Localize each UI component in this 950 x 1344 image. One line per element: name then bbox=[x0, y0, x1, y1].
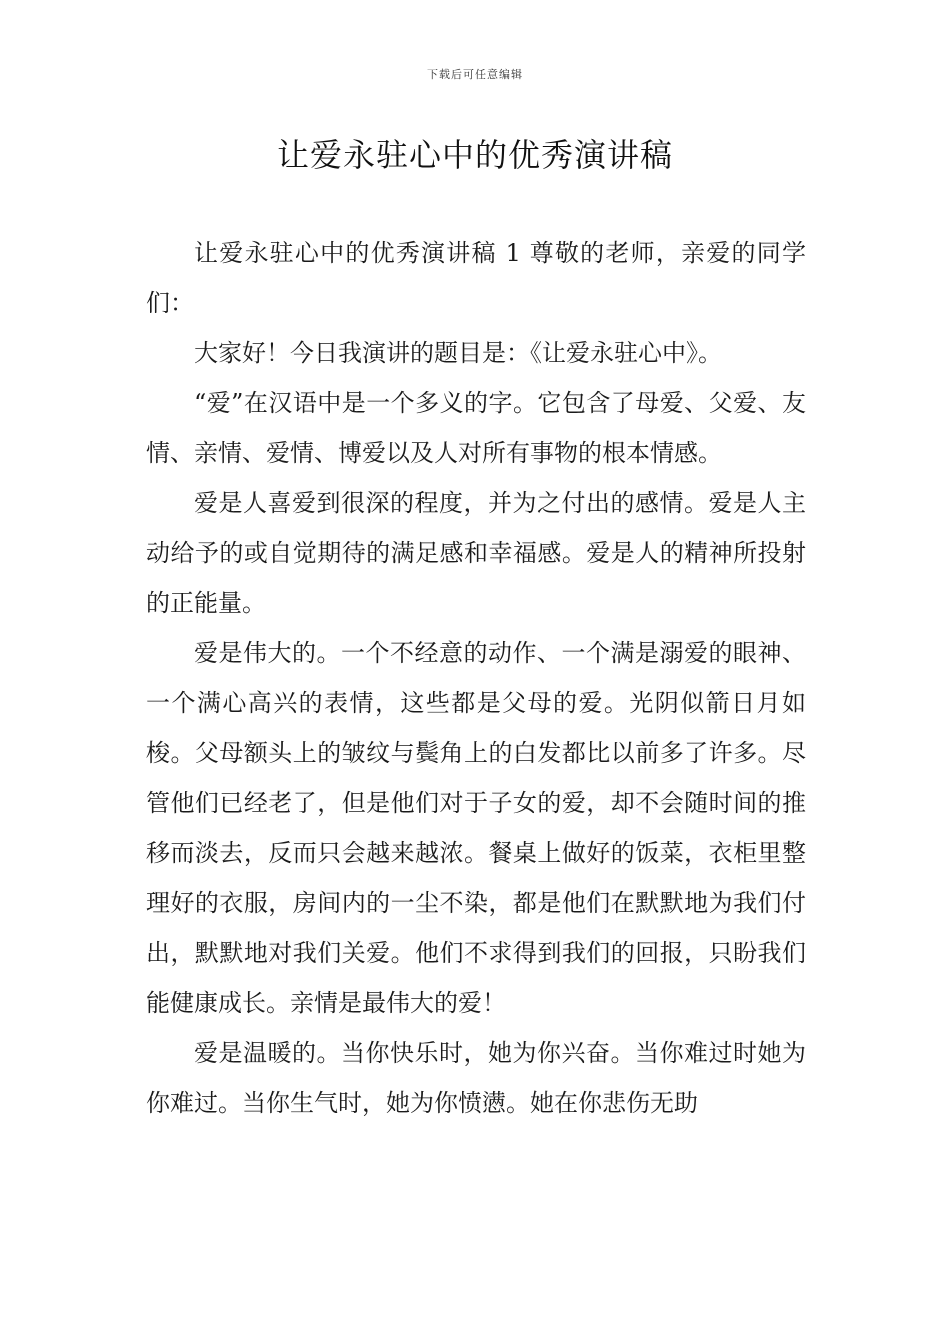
paragraph: 大家好！今日我演讲的题目是：《让爱永驻心中》。 bbox=[194, 339, 722, 367]
paragraph: 让爱永驻心中的优秀演讲稿 1 尊敬的老师，亲爱的同学们： bbox=[146, 239, 806, 317]
paragraph: “爱”在汉语中是一个多义的字。它包含了母爱、父爱、友情、亲情、爱情、博爱以及人对所有事物的根本情感。 bbox=[146, 389, 806, 467]
paragraph: 爱是伟大的。一个不经意的动作、一个满是溺爱的眼神、一个满心高兴的表情，这些都是父母的爱。光阴似箭日月如梭。父母额头上的皱纹与鬓角上的白发都比以前多了许多。尽管他们已经老了，但是他们对于子女的爱，却不会随时间的推移而淡去，反而只会越来越浓。餐桌上做好的饭菜，衣柜里整理好的衣服，房间内的一尘不染，都是他们在默默地为我们付出，默默地对我们关爱。他们不求得到我们的回报，只盼我们能健康成长。亲情是最伟大的爱！ bbox=[146, 639, 806, 1017]
paragraph: 爱是温暖的。当你快乐时，她为你兴奋。当你难过时她为你难过。当你生气时，她为你愤懑。她在你悲伤无助 bbox=[146, 1039, 806, 1117]
paragraph: 爱是人喜爱到很深的程度，并为之付出的感情。爱是人主动给予的或自觉期待的满足感和幸福感。爱是人的精神所投射的正能量。 bbox=[146, 489, 806, 617]
document-body bbox=[146, 228, 806, 1128]
document-title: 让爱永驻心中的优秀演讲稿 bbox=[276, 136, 673, 174]
header-note: 下载后可任意编辑 bbox=[427, 68, 523, 81]
